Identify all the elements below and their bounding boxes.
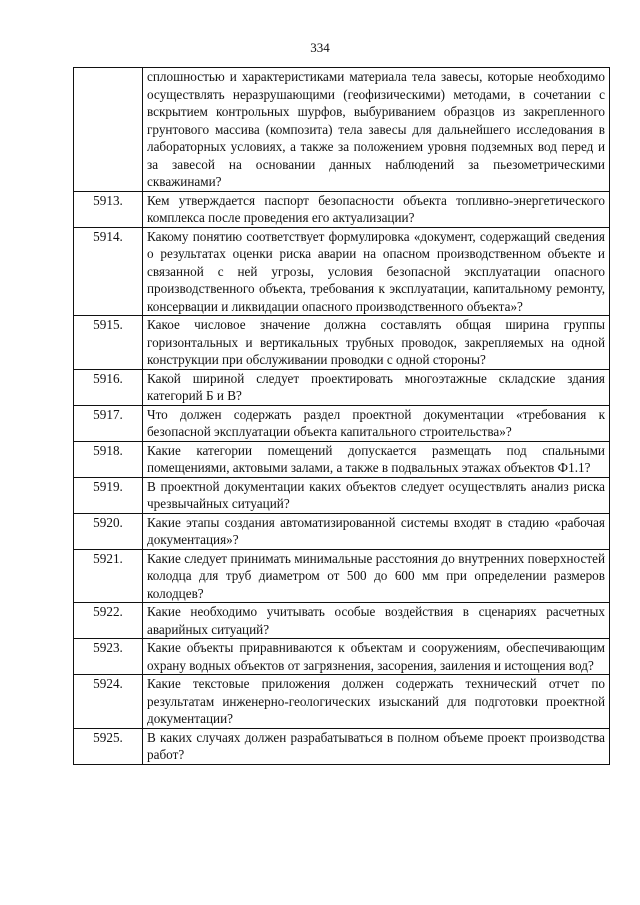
question-number: 5919.: [74, 477, 143, 513]
table-row: [74, 191, 610, 227]
table-row: [74, 68, 610, 192]
question-text: сплошностью и характеристиками материала тела завесы, которые необходимо осуществлять неразрушающими (геофизическими) методами, в сочетании с вскрытием контрольных шурфов, выбуриванием образцов из закрепленного грунтового массива (композита) тела завесы для дальнейшего исследования в лабораторных условиях, а также за положением уровня подземных вод перед и за завесой на основании данных наблюдений за пьезометрическими скважинами?: [143, 68, 610, 192]
table-row: [74, 675, 610, 729]
question-text: Какому понятию соответствует формулировка «документ, содержащий сведения о результатах оценки риска аварии на опасном производственном объекте и связанной с ней угрозы, условия безопасной эксплуатации опасного производственного объекта, требования к эксплуатации, капитальному ремонту, консервации и ликвидации опасного производственного объекта»?: [143, 227, 610, 316]
question-text: Какое числовое значение должна составлять общая ширина группы горизонтальных и вертикальных трубных проводок, закрепляемых на одной конструкции при обслуживании проводки с одной стороны?: [143, 316, 610, 370]
table-row: [74, 549, 610, 603]
table-row: [74, 369, 610, 405]
question-text: Какие объекты приравниваются к объектам и сооружениям, обеспечивающим охрану водных объектов от загрязнения, засорения, заиления и истощения вод?: [143, 639, 610, 675]
table-row: [74, 227, 610, 316]
table-row: [74, 513, 610, 549]
question-text: В проектной документации каких объектов следует осуществлять анализ риска чрезвычайных ситуаций?: [143, 477, 610, 513]
question-number: 5917.: [74, 405, 143, 441]
table-row: [74, 441, 610, 477]
question-number: 5913.: [74, 191, 143, 227]
question-number: 5923.: [74, 639, 143, 675]
question-text: Какие следует принимать минимальные расстояния до внутренних поверхностей колодца для труб диаметром от 500 до 600 мм при определении размеров колодцев?: [143, 549, 610, 603]
question-text: В каких случаях должен разрабатываться в полном объеме проект производства работ?: [143, 728, 610, 764]
table-row: [74, 603, 610, 639]
question-text: Какие текстовые приложения должен содержать технический отчет по результатам инженерно-геологических изысканий для подготовки проектной документации?: [143, 675, 610, 729]
question-text: Кем утверждается паспорт безопасности объекта топливно-энергетического комплекса после проведения его актуализации?: [143, 191, 610, 227]
question-text: Какие категории помещений допускается размещать под спальными помещениями, актовыми залами, а также в подвальных этажах объектов Ф1.1?: [143, 441, 610, 477]
question-number: 5924.: [74, 675, 143, 729]
question-text: Какие необходимо учитывать особые воздействия в сценариях расчетных аварийных ситуаций?: [143, 603, 610, 639]
question-number: [74, 68, 143, 192]
table-row: [74, 316, 610, 370]
table-row: [74, 405, 610, 441]
question-number: 5914.: [74, 227, 143, 316]
table-row: [74, 728, 610, 764]
question-number: 5918.: [74, 441, 143, 477]
question-text: Какие этапы создания автоматизированной системы входят в стадию «рабочая документация»?: [143, 513, 610, 549]
page-number: 334: [310, 40, 330, 55]
question-number: 5921.: [74, 549, 143, 603]
question-number: 5916.: [74, 369, 143, 405]
question-number: 5922.: [74, 603, 143, 639]
table-row: [74, 639, 610, 675]
question-number: 5920.: [74, 513, 143, 549]
table-row: [74, 477, 610, 513]
question-text: Какой шириной следует проектировать многоэтажные складские здания категорий Б и В?: [143, 369, 610, 405]
questions-table: [73, 67, 610, 765]
question-text: Что должен содержать раздел проектной документации «требования к безопасной эксплуатации объекта капитального строительства»?: [143, 405, 610, 441]
question-number: 5915.: [74, 316, 143, 370]
question-number: 5925.: [74, 728, 143, 764]
